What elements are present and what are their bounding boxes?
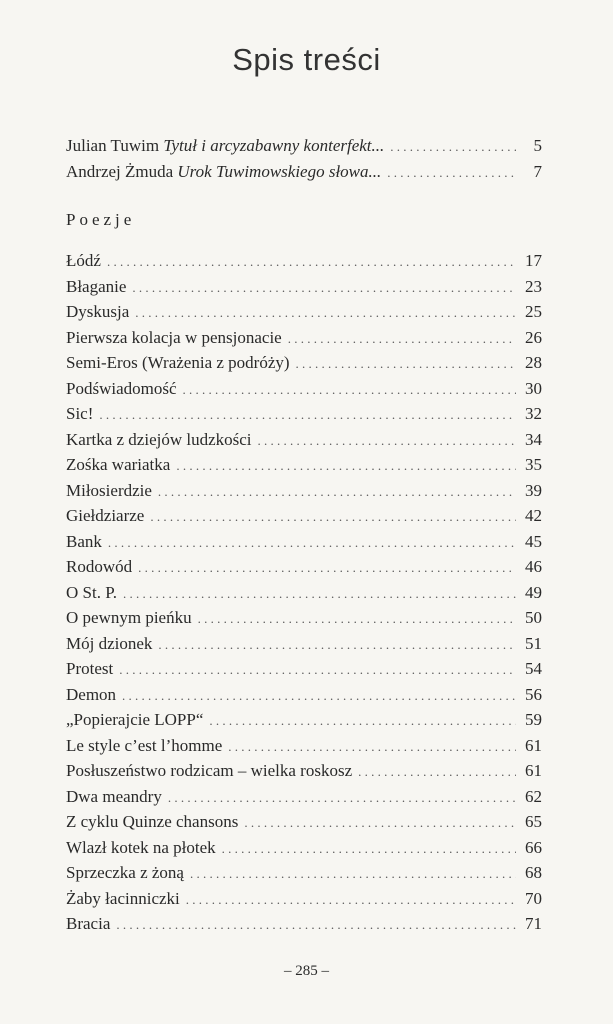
- toc-entry: [66, 733, 542, 759]
- toc-entry: [66, 580, 542, 606]
- leader-dots: [288, 326, 516, 352]
- toc-entry: [66, 529, 542, 555]
- toc-entry-title: Demon: [66, 684, 117, 704]
- toc-entry-title: Mój dzionek: [66, 633, 153, 653]
- toc-entry-title: Błaganie: [66, 276, 127, 296]
- entry-page-number: 46: [525, 557, 542, 576]
- toc-entry-title: O St. P.: [66, 582, 118, 602]
- entry-page-number: 35: [525, 455, 542, 474]
- leader-dots: [99, 402, 516, 428]
- entry-page-number: 30: [525, 378, 542, 398]
- entry-author: Andrzej Żmuda: [66, 161, 174, 181]
- leader-dots: [116, 912, 516, 938]
- toc-entry: [66, 784, 542, 810]
- toc-entry: [66, 159, 542, 185]
- entry-page-number: 65: [525, 812, 542, 831]
- toc-entry: [66, 248, 542, 274]
- entry-page-number: 50: [525, 608, 542, 627]
- toc-entry-title: Bank: [66, 531, 102, 551]
- toc-entry-label: [66, 133, 384, 159]
- entry-page-number: 70: [525, 888, 542, 908]
- toc-entry: [66, 325, 542, 351]
- toc-entry: [66, 886, 542, 912]
- leader-dots: [168, 785, 516, 811]
- leader-dots: [135, 300, 516, 326]
- leader-dots: [358, 759, 516, 785]
- toc-entry-title: Semi-Eros (Wrażenia z podróży): [66, 353, 290, 372]
- toc-entry: [66, 707, 542, 733]
- entry-page-number: 34: [525, 429, 542, 449]
- entry-page-number: 61: [525, 761, 542, 780]
- toc-entry: [66, 427, 542, 453]
- entry-page-number: 26: [525, 327, 542, 347]
- entry-page-number: 23: [525, 276, 542, 296]
- entry-page-number: 54: [525, 659, 542, 678]
- toc-entry-title: „Popierajcie LOPP“: [66, 710, 204, 729]
- leader-dots: [258, 428, 516, 454]
- toc-entry-title: Zośka wariatka: [66, 455, 171, 474]
- leader-dots: [176, 453, 516, 479]
- toc-entry-title: Żaby łacinniczki: [66, 888, 180, 908]
- toc-entry: [66, 631, 542, 657]
- page-title: Spis treści: [232, 42, 381, 77]
- toc-entry: [66, 656, 542, 682]
- entry-author: Julian Tuwim: [66, 136, 160, 155]
- toc-entry-title: Le style c’est l’homme: [66, 735, 223, 755]
- toc-entry: [66, 503, 542, 529]
- toc-entry-title: Kartka z dziejów ludzkości: [66, 429, 252, 449]
- entry-page-number: 68: [525, 863, 542, 882]
- leader-dots: [228, 734, 516, 760]
- toc-entry: [66, 835, 542, 861]
- leader-dots: [132, 275, 516, 301]
- entry-page-number: 5: [533, 136, 542, 155]
- leader-dots: [186, 887, 516, 913]
- leader-dots: [198, 606, 516, 632]
- entry-page-number: 28: [525, 353, 542, 372]
- entry-page-number: 61: [525, 735, 542, 755]
- entry-page-number: 42: [525, 506, 542, 525]
- entry-page-number: 7: [533, 161, 542, 181]
- leader-dots: [150, 504, 516, 530]
- page-number: – 285 –: [284, 963, 329, 979]
- leader-dots: [183, 377, 517, 403]
- entry-page-number: 71: [525, 914, 542, 933]
- toc-entry: [66, 478, 542, 504]
- toc-entry-title: Dwa meandry: [66, 786, 162, 806]
- entry-page-number: 49: [525, 582, 542, 602]
- leader-dots: [158, 632, 516, 658]
- toc-entry-title: Rodowód: [66, 557, 133, 576]
- leader-dots: [222, 836, 516, 862]
- toc-entry-title: Podświadomość: [66, 378, 177, 398]
- toc-entry: [66, 401, 542, 427]
- toc-entry: [66, 452, 542, 478]
- leader-dots: [209, 708, 516, 734]
- leader-dots: [108, 530, 516, 556]
- leader-dots: [119, 657, 516, 683]
- toc-entry: [66, 605, 542, 631]
- section-heading: Poezje: [66, 210, 136, 229]
- toc-entry-title: Protest: [66, 659, 114, 678]
- toc-entry: [66, 299, 542, 325]
- toc-entry: [66, 860, 542, 886]
- leader-dots: [296, 351, 516, 377]
- toc-entry: [66, 274, 542, 300]
- leader-dots: [138, 555, 516, 581]
- entry-page-number: 66: [525, 837, 542, 857]
- leader-dots: [123, 581, 516, 607]
- entry-page-number: 39: [525, 480, 542, 500]
- leader-dots: [387, 160, 516, 186]
- toc-entry: [66, 350, 542, 376]
- toc-entry: [66, 376, 542, 402]
- leader-dots: [390, 134, 516, 160]
- entry-page-number: 32: [525, 404, 542, 423]
- toc-list: [66, 248, 542, 937]
- toc-entry-title: Sprzeczka z żoną: [66, 863, 184, 882]
- toc-entry-title: Bracia: [66, 914, 111, 933]
- leader-dots: [107, 249, 516, 275]
- toc-entry-title: Łódź: [66, 251, 101, 270]
- entry-page-number: 59: [525, 710, 542, 729]
- leader-dots: [158, 479, 516, 505]
- toc-entry: [66, 911, 542, 937]
- toc-entry: [66, 758, 542, 784]
- toc-entry: [66, 682, 542, 708]
- entry-page-number: 56: [525, 684, 542, 704]
- intro-list: [66, 133, 542, 184]
- toc-entry-title: Dyskusja: [66, 302, 130, 321]
- entry-page-number: 45: [525, 531, 542, 551]
- toc-entry-title: O pewnym pieńku: [66, 608, 192, 627]
- toc-entry-title: Posłuszeństwo rodzicam – wielka roskosz: [66, 761, 353, 780]
- leader-dots: [122, 683, 516, 709]
- toc-entry-title: Miłosierdzie: [66, 480, 152, 500]
- toc-entry-title: Pierwsza kolacja w pensjonacie: [66, 327, 282, 347]
- toc-entry-title: Giełdziarze: [66, 506, 145, 525]
- entry-page-number: 25: [525, 302, 542, 321]
- toc-entry-title: Sic!: [66, 404, 94, 423]
- entry-work-title: Tytuł i arcyzabawny konterfekt...: [163, 136, 385, 155]
- entry-work-title: Urok Tuwimowskiego słowa...: [177, 161, 382, 181]
- leader-dots: [190, 861, 516, 887]
- entry-page-number: 51: [525, 633, 542, 653]
- toc-entry-title: Wlazł kotek na płotek: [66, 837, 216, 857]
- toc-entry: [66, 554, 542, 580]
- toc-entry-title: Z cyklu Quinze chansons: [66, 812, 239, 831]
- leader-dots: [244, 810, 516, 836]
- toc-entry: [66, 809, 542, 835]
- toc-entry-label: [66, 159, 381, 185]
- entry-page-number: 62: [525, 786, 542, 806]
- entry-page-number: 17: [525, 251, 542, 270]
- toc-entry: [66, 133, 542, 159]
